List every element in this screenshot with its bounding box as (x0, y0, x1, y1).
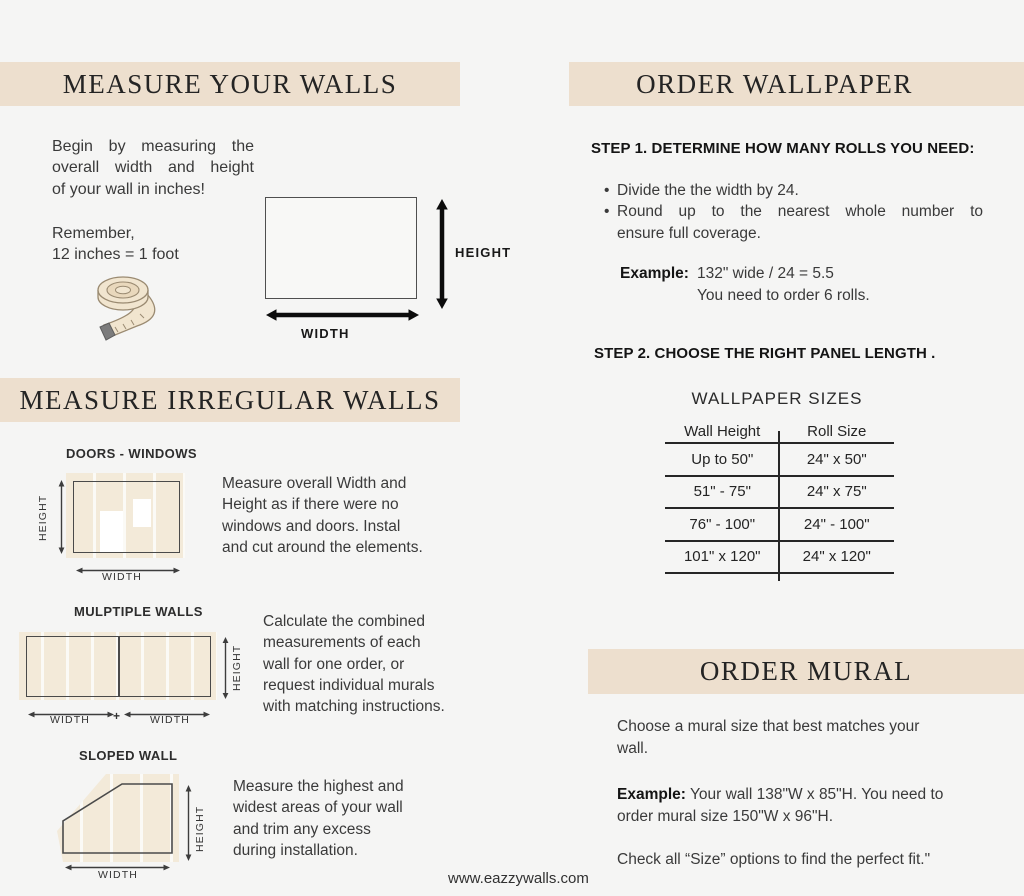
bullet-icon: • (604, 182, 610, 199)
example-label: Example: (617, 786, 686, 803)
text-line: Choose a mural size that best matches your (617, 718, 920, 735)
height-arrow-icon (57, 480, 66, 559)
doors-wall-outline (73, 481, 180, 553)
table-cell: Up to 50" (691, 450, 754, 468)
section-title: ORDER MURAL (699, 656, 913, 686)
sloped-wall-outline (60, 781, 175, 862)
text-line: wall. (617, 740, 649, 757)
plus-sign: + (113, 709, 121, 723)
step1-title: STEP 1. DETERMINE HOW MANY ROLLS YOU NEED: (591, 140, 975, 157)
text-line (617, 784, 997, 806)
measuring-tape-icon (85, 266, 180, 348)
step1-bullets (604, 180, 983, 244)
sloped-wall-text (233, 776, 455, 861)
text-line: Height as if there were no (222, 496, 399, 514)
text-line: wall for one order, or (263, 655, 405, 673)
wall-diagram (265, 197, 417, 299)
width-label: WIDTH (50, 714, 90, 726)
banner-order-wallpaper (569, 62, 1024, 106)
text-line: and cut around the elements. (222, 538, 423, 556)
intro-line: of your wall in inches! (52, 180, 205, 198)
mural-intro (617, 716, 997, 760)
intro-line: overall width and height (52, 159, 254, 177)
table-cell: 24" x 120" (802, 548, 871, 566)
text-line: Calculate the combined (263, 613, 425, 630)
example-line: You need to order 6 rolls. (697, 287, 870, 304)
wall-divider (118, 637, 120, 696)
height-label: HEIGHT (231, 644, 243, 692)
remember-note (52, 223, 254, 266)
bullet-item (604, 201, 983, 222)
text-line: Measure overall Width and (222, 475, 407, 492)
doors-windows-text (222, 473, 446, 558)
table-cell: 101" x 120" (683, 548, 761, 566)
website-url: www.eazzywalls.com (448, 870, 589, 887)
section-title: MEASURE YOUR WALLS (62, 68, 398, 99)
wallpaper-sizes-table (665, 420, 894, 574)
column-header: Roll Size (807, 422, 867, 440)
text-line: with matching instructions. (263, 698, 445, 716)
multiple-walls-text (263, 611, 491, 717)
text-line: and trim any excess (233, 820, 371, 838)
example-line: 132" wide / 24 = 5.5 (697, 265, 834, 282)
remember-line: 12 inches = 1 foot (52, 246, 179, 264)
column-header: Wall Height (684, 422, 761, 440)
width-label: WIDTH (301, 326, 350, 341)
height-label: HEIGHT (37, 494, 49, 542)
example-text: Your wall 138"W x 85"H. You need to (689, 786, 944, 803)
text-line: Measure the highest and (233, 778, 404, 795)
height-label: HEIGHT (455, 245, 512, 260)
banner-order-mural (588, 649, 1024, 694)
table-cell: 24" x 50" (806, 450, 867, 468)
height-label: HEIGHT (194, 805, 206, 853)
text-line: windows and doors. Instal (222, 517, 401, 535)
example-text: order mural size 150"W x 96"H. (617, 808, 834, 825)
example-text (697, 263, 987, 307)
text-line: request individual murals (263, 676, 435, 694)
mural-example (617, 784, 997, 828)
mural-check-note: Check all “Size” options to find the perfect fit." (617, 851, 931, 868)
table-divider-line (778, 431, 780, 581)
height-arrow-icon (221, 637, 230, 704)
width-arrow-icon (266, 308, 419, 326)
table-cell: 51" - 75" (693, 483, 751, 501)
step2-title: STEP 2. CHOOSE THE RIGHT PANEL LENGTH . (594, 345, 936, 362)
example-label: Example: (620, 265, 689, 282)
text-line: widest areas of your wall (233, 799, 403, 817)
sloped-wall-label: SLOPED WALL (79, 748, 178, 763)
height-arrow-icon (184, 785, 193, 866)
text-line: during installation. (233, 841, 358, 859)
window-shape (133, 499, 151, 527)
remember-line: Remember, (52, 225, 135, 242)
doors-windows-label: DOORS - WINDOWS (66, 446, 197, 461)
height-arrow-icon (436, 199, 448, 314)
door-shape (100, 511, 123, 552)
section-title: ORDER WALLPAPER (636, 68, 913, 99)
multiple-walls-outline (26, 636, 211, 697)
table-cell: 76" - 100" (689, 515, 756, 533)
width-label: WIDTH (150, 714, 190, 726)
section-title: MEASURE IRREGULAR WALLS (19, 384, 441, 415)
text-line: measurements of each (263, 634, 421, 652)
table-cell: 24" - 100" (803, 515, 870, 533)
table-cell: 24" x 75" (806, 483, 867, 501)
bullet-text: Round up to the nearest whole number to (617, 203, 983, 221)
banner-measure-your-walls (0, 62, 460, 106)
bullet-icon: • (604, 203, 610, 221)
bullet-text: Divide the the width by 24. (617, 182, 799, 199)
bullet-item (604, 180, 983, 201)
intro-line: Begin by measuring the (52, 138, 254, 155)
multiple-walls-label: MULPTIPLE WALLS (74, 604, 203, 619)
width-label: WIDTH (98, 869, 138, 881)
intro-paragraph (52, 136, 254, 200)
width-label: WIDTH (102, 571, 142, 583)
bullet-text: ensure full coverage. (617, 224, 761, 242)
banner-measure-irregular-walls (0, 378, 460, 422)
wallpaper-sizes-title: WALLPAPER SIZES (691, 389, 863, 408)
